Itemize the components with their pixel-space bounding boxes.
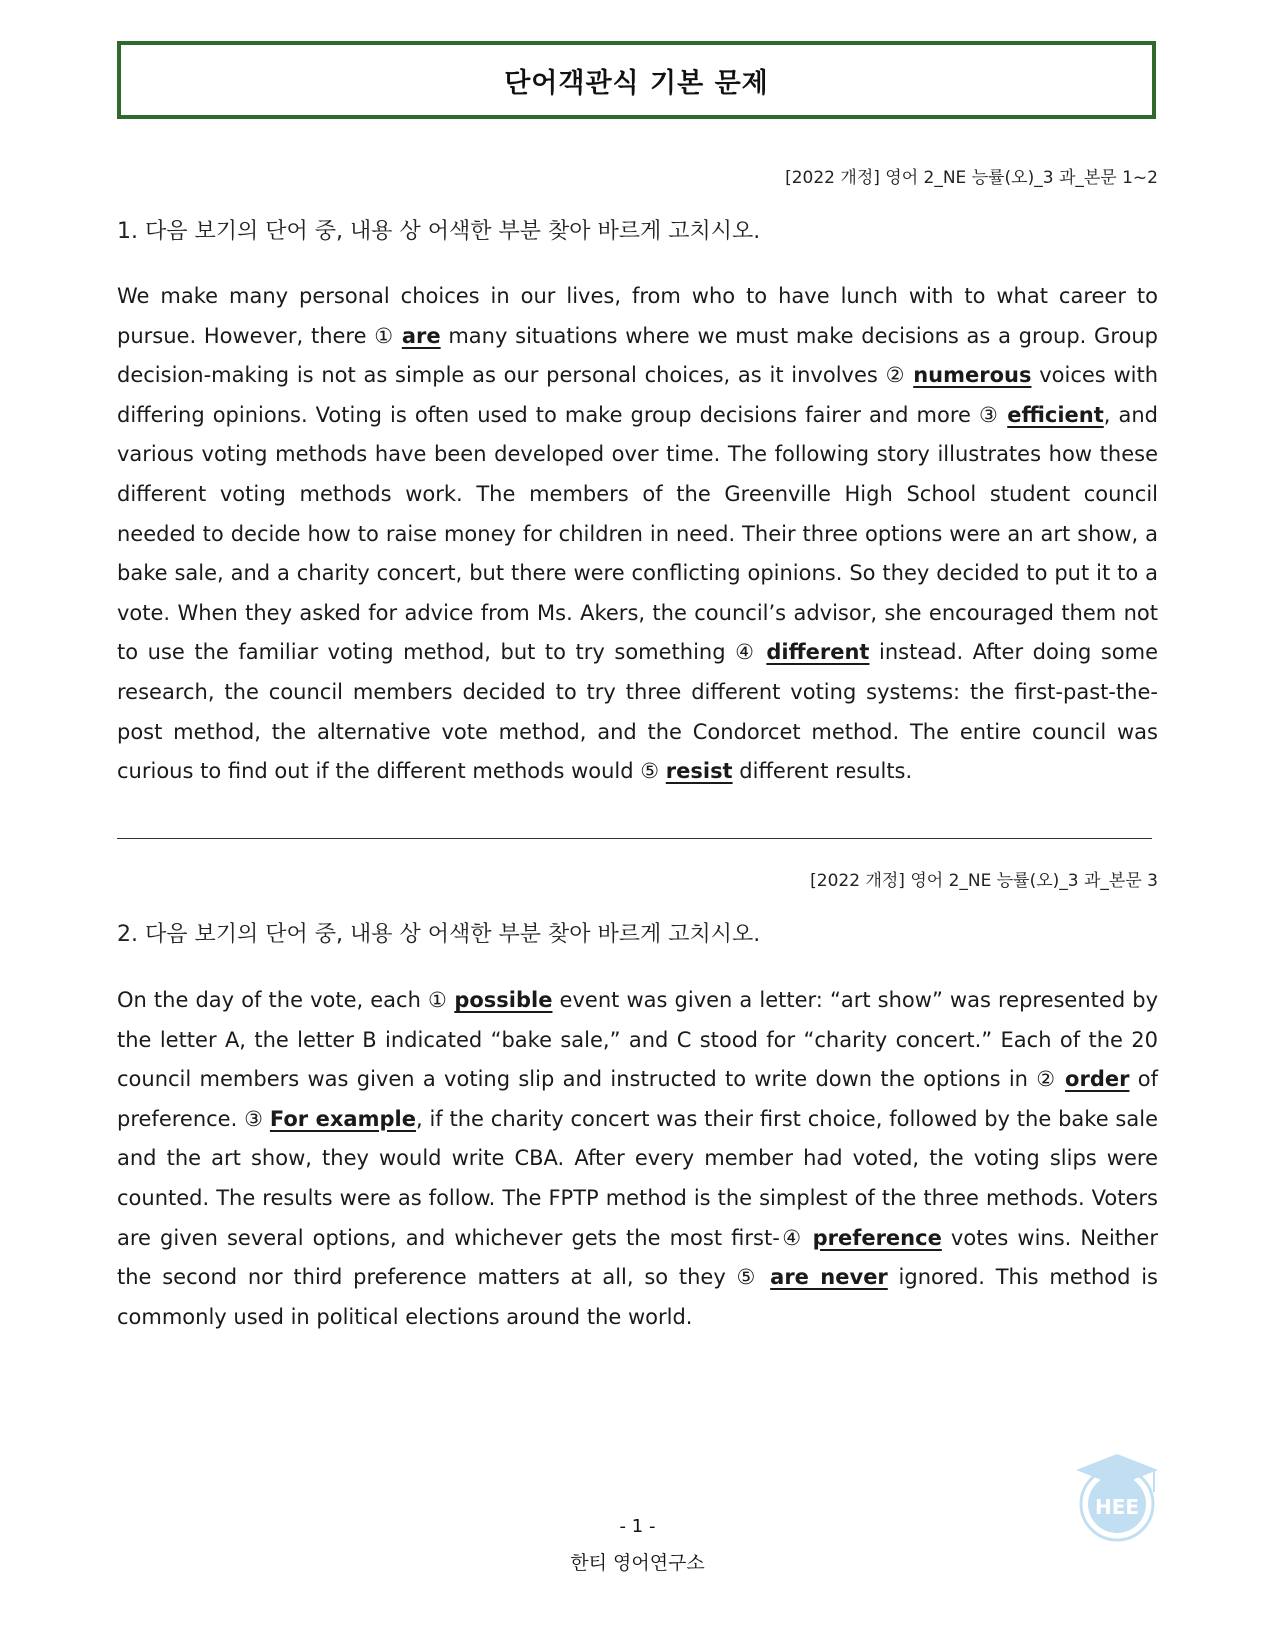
q2-passage bbox=[117, 981, 1158, 1337]
q2-passage-text bbox=[117, 981, 1158, 1337]
q1-passage bbox=[117, 277, 1158, 792]
passage-text-segment: We make many personal choices in our lives, from who to have lunch with to what career to pursue. However, there ① bbox=[117, 284, 1158, 348]
logo-text: HEE bbox=[1094, 1495, 1140, 1519]
title-box bbox=[117, 41, 1156, 119]
answer-choice-word: are never bbox=[770, 1265, 888, 1290]
answer-choice-word: are bbox=[401, 323, 441, 348]
passage-text-segment: votes wins. Neither the second nor third preference matters at all, so they ⑤ bbox=[117, 1225, 1158, 1290]
answer-choice-word: efficient bbox=[1007, 402, 1104, 427]
answer-choice-word: order bbox=[1065, 1067, 1130, 1092]
answer-choice-word: resist bbox=[665, 759, 733, 784]
passage-text-segment: , and various voting methods have been developed over time. The following story illustrates how these different voting methods work. The members of the Greenville High School student council needed to decide how to raise money for children in need. Their three options were an art show, a bake sale, and a charity concert, but there were conflicting opinions. So they decided to put it to a vote. When they asked for advice from Ms. Akers, the council’s advisor, she encouraged them not to use the familiar voting method, but to try something ④ bbox=[117, 402, 1158, 665]
q2-source: [2022 개정] 영어 2_NE 능률(오)_3 과_본문 3 bbox=[810, 871, 1158, 891]
answer-choice-word: preference bbox=[812, 1225, 942, 1250]
passage-text-segment: many situations where we must make decisions as a group. Group decision-making is not as simple as our personal choices, as it involves ② bbox=[117, 323, 1158, 388]
passage-text-segment: On the day of the vote, each ① bbox=[117, 988, 455, 1012]
passage-text-segment: , if the charity concert was their first choice, followed by the bake sale and the art show, they would write CBA. After every member had voted, the voting slips were counted. The results were as follow. The FPTP method is the simplest of the three methods. Voters are given several options, and whichever gets the most first-④ bbox=[117, 1106, 1158, 1250]
passage-text-segment: voices with differing opinions. Voting is often used to make group decisions fairer and more ③ bbox=[117, 363, 1159, 427]
passage-text-segment: event was given a letter: “art show” was represented by the letter A, the letter B indicated “bake sale,” and C stood for “charity concert.” Each of the 20 council members was given a voting slip and instructed to write down the options in ② bbox=[117, 988, 1158, 1092]
page-number: - 1 - bbox=[619, 1516, 656, 1537]
q1-source: [2022 개정] 영어 2_NE 능률(오)_3 과_본문 1~2 bbox=[785, 168, 1158, 188]
answer-choice-word: possible bbox=[454, 988, 553, 1012]
q1-passage-text bbox=[117, 277, 1158, 792]
q1-question: 1. 다음 보기의 단어 중, 내용 상 어색한 부분 찾아 바르게 고치시오. bbox=[117, 219, 761, 244]
answer-choice-word: For example bbox=[269, 1106, 416, 1131]
page-title: 단어객관식 기본 문제 bbox=[504, 67, 769, 99]
hee-logo bbox=[1074, 1450, 1160, 1542]
passage-text-segment: ignored. This method is commonly used in political elections around the world. bbox=[117, 1265, 1158, 1329]
answer-choice-word: different bbox=[766, 640, 870, 665]
passage-text-segment: different results. bbox=[732, 759, 913, 784]
passage-text-segment: of preference. ③ bbox=[117, 1067, 1158, 1131]
answer-choice-word: numerous bbox=[913, 363, 1032, 388]
footer-org: 한티 영어연구소 bbox=[570, 1552, 705, 1574]
divider-line bbox=[117, 838, 1152, 839]
q2-question: 2. 다음 보기의 단어 중, 내용 상 어색한 부분 찾아 바르게 고치시오. bbox=[117, 922, 761, 947]
passage-text-segment: instead. After doing some research, the council members decided to try three different voting systems: the first-past-the-post method, the alternative vote method, and the Condorcet method. The entire council was curious to find out if the different methods would ⑤ bbox=[117, 640, 1159, 784]
